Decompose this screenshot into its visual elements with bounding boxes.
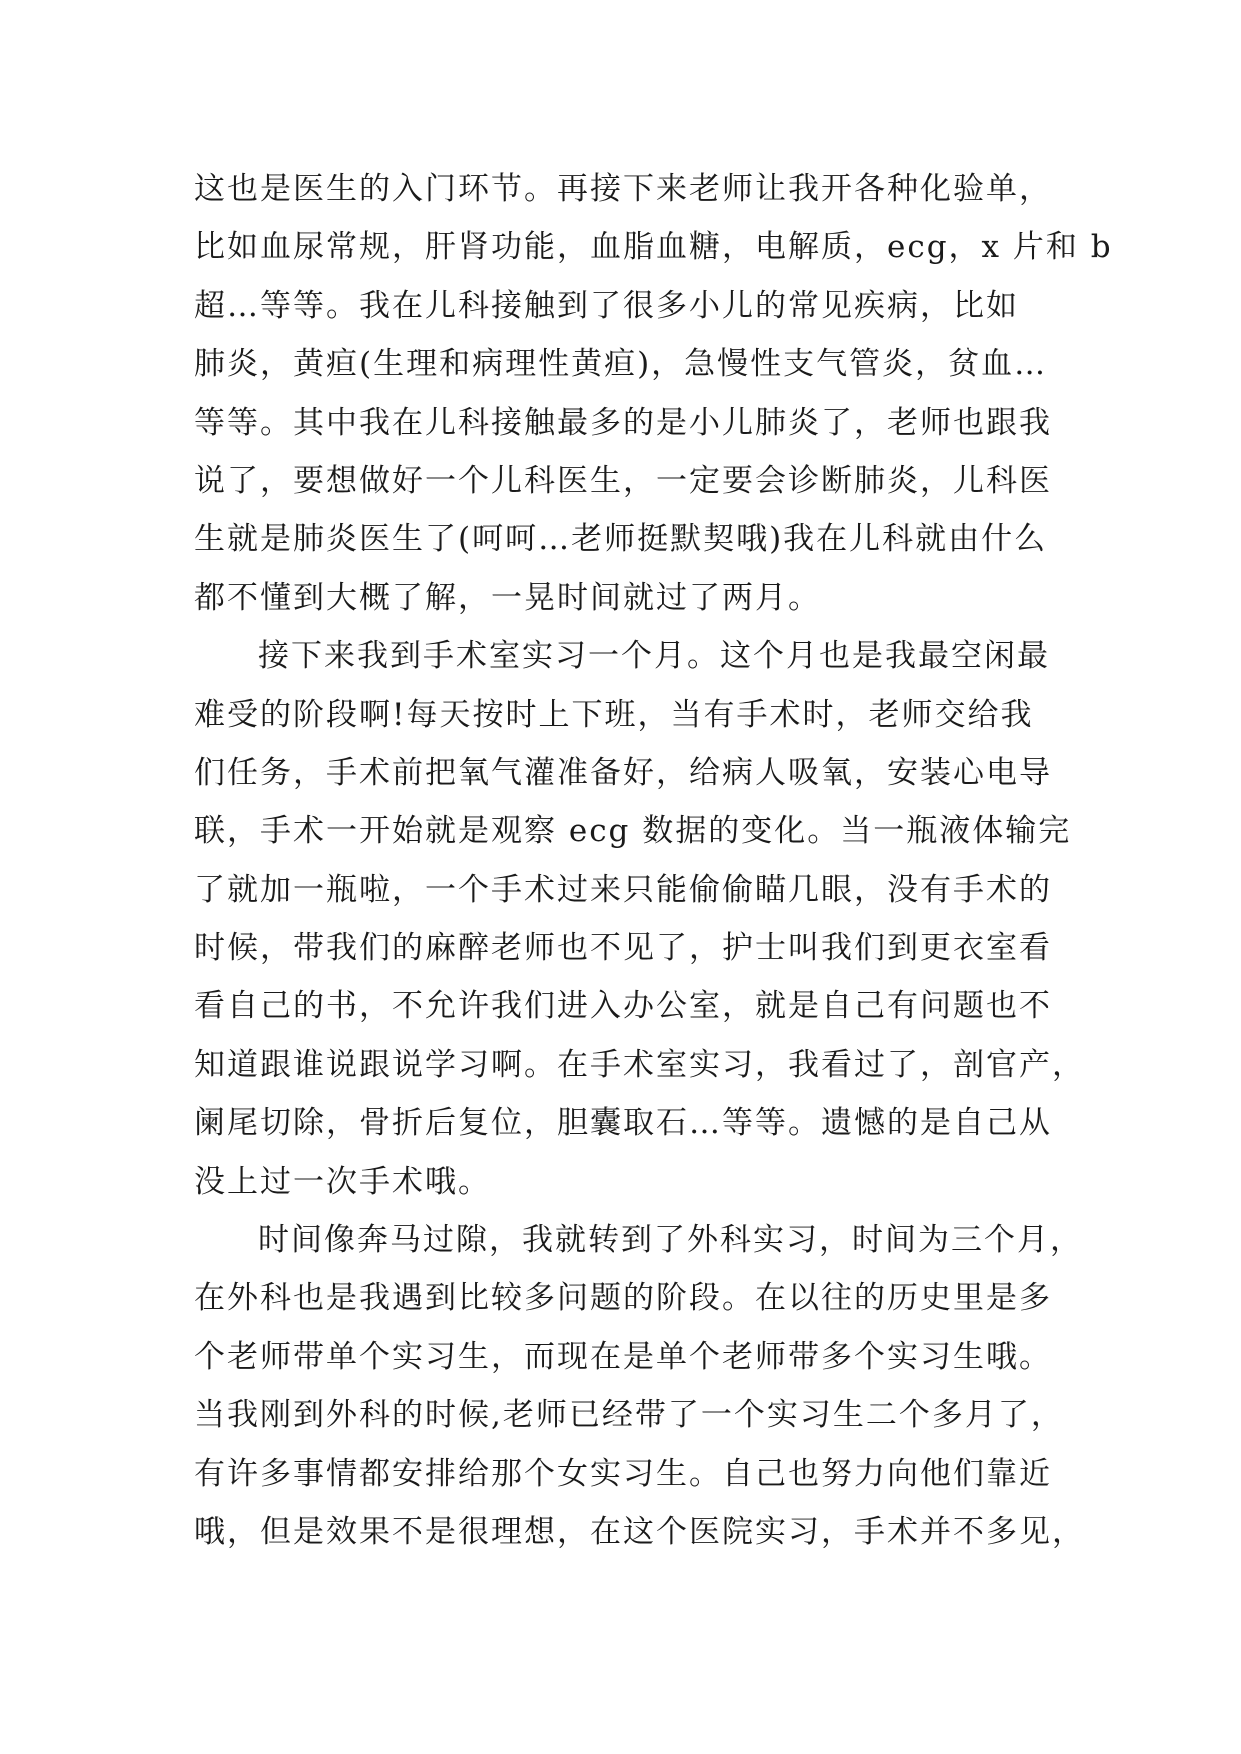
text-line: 有许多事情都安排给那个女实习生。自己也努力向他们靠近 (194, 1455, 1052, 1492)
text-line: 在外科也是我遇到比较多问题的阶段。在以往的历史里是多 (194, 1280, 1052, 1317)
text-line: 哦，但是效果不是很理想，在这个医院实习，手术并不多见， (194, 1513, 1085, 1550)
body-text (194, 160, 1113, 1561)
text-line: 联，手术一开始就是观察 ecg 数据的变化。当一瓶液体输完 (194, 813, 1072, 850)
text-line: 了就加一瓶啦，一个手术过来只能偷偷瞄几眼，没有手术的 (194, 871, 1052, 908)
text-line: 说了，要想做好一个儿科医生，一定要会诊断肺炎，儿科医 (194, 462, 1052, 499)
text-line: 们任务，手术前把氧气灌准备好，给病人吸氧，安装心电导 (194, 754, 1052, 791)
text-line: 等等。其中我在儿科接触最多的是小儿肺炎了，老师也跟我 (194, 404, 1052, 441)
text-line: 难受的阶段啊!每天按时上下班，当有手术时，老师交给我 (194, 696, 1034, 733)
text-line: 比如血尿常规，肝肾功能，血脂血糖，电解质，ecg，x 片和 b (194, 229, 1113, 266)
paragraph-first-line: 接下来我到手术室实习一个月。这个月也是我最空闲最 (258, 638, 1050, 675)
text-line: 都不懂到大概了解，一晃时间就过了两月。 (194, 579, 821, 616)
text-line: 个老师带单个实习生，而现在是单个老师带多个实习生哦。 (194, 1338, 1052, 1375)
paragraph-first-line: 时间像奔马过隙，我就转到了外科实习，时间为三个月， (258, 1222, 1083, 1259)
text-line: 没上过一次手术哦。 (194, 1163, 491, 1200)
text-line: 生就是肺炎医生了(呵呵…老师挺默契哦)我在儿科就由什么 (194, 521, 1048, 558)
text-line: 时候，带我们的麻醉老师也不见了，护士叫我们到更衣室看 (194, 930, 1052, 967)
text-line: 阑尾切除，骨折后复位，胆囊取石…等等。遗憾的是自己从 (194, 1105, 1052, 1142)
text-line: 当我刚到外科的时候,老师已经带了一个实习生二个多月了， (194, 1397, 1064, 1434)
text-line: 这也是医生的入门环节。再接下来老师让我开各种化验单， (194, 171, 1052, 207)
text-line: 知道跟谁说跟说学习啊。在手术室实习，我看过了，剖官产， (194, 1046, 1085, 1083)
text-line: 肺炎，黄疸(生理和病理性黄疸)，急慢性支气管炎，贫血… (194, 346, 1048, 383)
text-line: 看自己的书，不允许我们进入办公室，就是自己有问题也不 (194, 988, 1052, 1025)
text-line: 超…等等。我在儿科接触到了很多小儿的常见疾病，比如 (194, 287, 1019, 324)
